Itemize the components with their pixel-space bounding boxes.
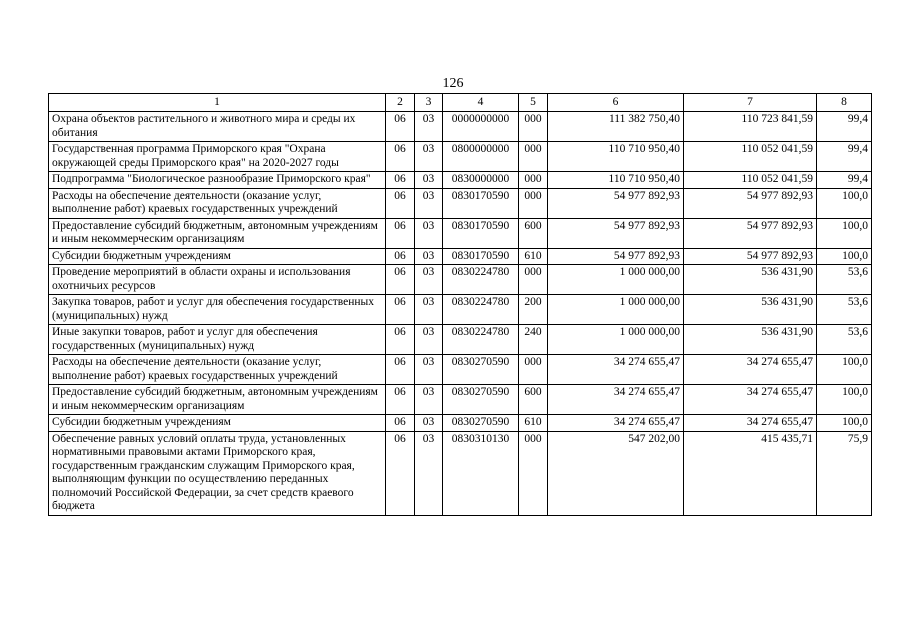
subsection-code-cell: 03 xyxy=(415,415,443,432)
target-article-code-cell: 0800000000 xyxy=(443,142,519,172)
table-row xyxy=(49,385,872,415)
subsection-code-cell: 03 xyxy=(415,172,443,189)
subsection-code-cell: 03 xyxy=(415,188,443,218)
target-article-code-cell: 0830270590 xyxy=(443,355,519,385)
table-row xyxy=(49,295,872,325)
table-body xyxy=(49,112,872,516)
section-code-cell: 06 xyxy=(386,265,415,295)
subsection-code-cell: 03 xyxy=(415,218,443,248)
table-row xyxy=(49,172,872,189)
table-row xyxy=(49,325,872,355)
executed-amount-cell: 536 431,90 xyxy=(684,295,817,325)
planned-amount-cell: 110 710 950,40 xyxy=(548,172,684,189)
expense-type-code-cell: 000 xyxy=(519,265,548,295)
expense-type-code-cell: 000 xyxy=(519,112,548,142)
subsection-code-cell: 03 xyxy=(415,142,443,172)
row-name-cell: Государственная программа Приморского края "Охрана окружающей среды Приморского края" на 2020-2027 годы xyxy=(49,142,386,172)
table-row xyxy=(49,142,872,172)
table-row xyxy=(49,431,872,515)
execution-percent-cell: 99,4 xyxy=(817,112,872,142)
row-name-cell: Обеспечение равных условий оплаты труда, установленных нормативными правовыми актами Приморского края, государственным гражданским служащим Приморского края, выполняющим функции по осуществлению переданных полномочий Российской Федерации, за счет средств краевого бюджета xyxy=(49,431,386,515)
subsection-code-cell: 03 xyxy=(415,295,443,325)
target-article-code-cell: 0830270590 xyxy=(443,415,519,432)
section-code-cell: 06 xyxy=(386,248,415,265)
expense-type-code-cell: 600 xyxy=(519,218,548,248)
executed-amount-cell: 536 431,90 xyxy=(684,325,817,355)
expense-type-code-cell: 000 xyxy=(519,188,548,218)
table-row xyxy=(49,218,872,248)
row-name-cell: Расходы на обеспечение деятельности (оказание услуг, выполнение работ) краевых государственных учреждений xyxy=(49,355,386,385)
column-header: 8 xyxy=(817,94,872,112)
section-code-cell: 06 xyxy=(386,385,415,415)
executed-amount-cell: 34 274 655,47 xyxy=(684,385,817,415)
execution-percent-cell: 53,6 xyxy=(817,295,872,325)
executed-amount-cell: 110 052 041,59 xyxy=(684,142,817,172)
executed-amount-cell: 536 431,90 xyxy=(684,265,817,295)
target-article-code-cell: 0830310130 xyxy=(443,431,519,515)
subsection-code-cell: 03 xyxy=(415,248,443,265)
section-code-cell: 06 xyxy=(386,188,415,218)
section-code-cell: 06 xyxy=(386,431,415,515)
executed-amount-cell: 54 977 892,93 xyxy=(684,188,817,218)
planned-amount-cell: 1 000 000,00 xyxy=(548,265,684,295)
section-code-cell: 06 xyxy=(386,325,415,355)
row-name-cell: Подпрограмма "Биологическое разнообразие Приморского края" xyxy=(49,172,386,189)
subsection-code-cell: 03 xyxy=(415,385,443,415)
target-article-code-cell: 0830224780 xyxy=(443,265,519,295)
planned-amount-cell: 54 977 892,93 xyxy=(548,218,684,248)
planned-amount-cell: 110 710 950,40 xyxy=(548,142,684,172)
expense-type-code-cell: 610 xyxy=(519,248,548,265)
planned-amount-cell: 1 000 000,00 xyxy=(548,325,684,355)
planned-amount-cell: 34 274 655,47 xyxy=(548,355,684,385)
table-row xyxy=(49,355,872,385)
column-header: 3 xyxy=(415,94,443,112)
execution-percent-cell: 100,0 xyxy=(817,248,872,265)
execution-percent-cell: 100,0 xyxy=(817,415,872,432)
expense-type-code-cell: 000 xyxy=(519,142,548,172)
column-header: 7 xyxy=(684,94,817,112)
execution-percent-cell: 53,6 xyxy=(817,265,872,295)
expense-type-code-cell: 000 xyxy=(519,355,548,385)
planned-amount-cell: 54 977 892,93 xyxy=(548,248,684,265)
expense-type-code-cell: 000 xyxy=(519,431,548,515)
executed-amount-cell: 34 274 655,47 xyxy=(684,415,817,432)
section-code-cell: 06 xyxy=(386,295,415,325)
section-code-cell: 06 xyxy=(386,112,415,142)
execution-percent-cell: 100,0 xyxy=(817,188,872,218)
target-article-code-cell: 0830270590 xyxy=(443,385,519,415)
column-header: 1 xyxy=(49,94,386,112)
target-article-code-cell: 0830170590 xyxy=(443,218,519,248)
table-row xyxy=(49,248,872,265)
expense-type-code-cell: 240 xyxy=(519,325,548,355)
expense-type-code-cell: 610 xyxy=(519,415,548,432)
subsection-code-cell: 03 xyxy=(415,355,443,385)
page-number: 126 xyxy=(442,76,464,91)
column-header: 2 xyxy=(386,94,415,112)
column-header: 6 xyxy=(548,94,684,112)
row-name-cell: Охрана объектов растительного и животного мира и среды их обитания xyxy=(49,112,386,142)
executed-amount-cell: 34 274 655,47 xyxy=(684,355,817,385)
row-name-cell: Расходы на обеспечение деятельности (оказание услуг, выполнение работ) краевых государственных учреждений xyxy=(49,188,386,218)
execution-percent-cell: 99,4 xyxy=(817,142,872,172)
planned-amount-cell: 111 382 750,40 xyxy=(548,112,684,142)
planned-amount-cell: 1 000 000,00 xyxy=(548,295,684,325)
row-name-cell: Субсидии бюджетным учреждениям xyxy=(49,248,386,265)
execution-percent-cell: 53,6 xyxy=(817,325,872,355)
table-row xyxy=(49,188,872,218)
executed-amount-cell: 415 435,71 xyxy=(684,431,817,515)
section-code-cell: 06 xyxy=(386,415,415,432)
planned-amount-cell: 34 274 655,47 xyxy=(548,415,684,432)
section-code-cell: 06 xyxy=(386,142,415,172)
execution-percent-cell: 99,4 xyxy=(817,172,872,189)
subsection-code-cell: 03 xyxy=(415,431,443,515)
execution-percent-cell: 100,0 xyxy=(817,355,872,385)
planned-amount-cell: 54 977 892,93 xyxy=(548,188,684,218)
target-article-code-cell: 0000000000 xyxy=(443,112,519,142)
budget-table xyxy=(48,93,872,516)
table-row xyxy=(49,265,872,295)
execution-percent-cell: 100,0 xyxy=(817,218,872,248)
execution-percent-cell: 75,9 xyxy=(817,431,872,515)
subsection-code-cell: 03 xyxy=(415,112,443,142)
table-row xyxy=(49,415,872,432)
section-code-cell: 06 xyxy=(386,218,415,248)
target-article-code-cell: 0830000000 xyxy=(443,172,519,189)
subsection-code-cell: 03 xyxy=(415,265,443,295)
expense-type-code-cell: 600 xyxy=(519,385,548,415)
target-article-code-cell: 0830224780 xyxy=(443,325,519,355)
execution-percent-cell: 100,0 xyxy=(817,385,872,415)
planned-amount-cell: 547 202,00 xyxy=(548,431,684,515)
expense-type-code-cell: 200 xyxy=(519,295,548,325)
column-header: 5 xyxy=(519,94,548,112)
row-name-cell: Закупка товаров, работ и услуг для обеспечения государственных (муниципальных) нужд xyxy=(49,295,386,325)
row-name-cell: Предоставление субсидий бюджетным, автономным учреждениям и иным некоммерческим организациям xyxy=(49,385,386,415)
planned-amount-cell: 34 274 655,47 xyxy=(548,385,684,415)
header-row xyxy=(49,94,872,112)
section-code-cell: 06 xyxy=(386,355,415,385)
table-row xyxy=(49,112,872,142)
target-article-code-cell: 0830224780 xyxy=(443,295,519,325)
expense-type-code-cell: 000 xyxy=(519,172,548,189)
subsection-code-cell: 03 xyxy=(415,325,443,355)
target-article-code-cell: 0830170590 xyxy=(443,188,519,218)
executed-amount-cell: 54 977 892,93 xyxy=(684,218,817,248)
executed-amount-cell: 54 977 892,93 xyxy=(684,248,817,265)
section-code-cell: 06 xyxy=(386,172,415,189)
row-name-cell: Проведение мероприятий в области охраны и использования охотничьих ресурсов xyxy=(49,265,386,295)
row-name-cell: Субсидии бюджетным учреждениям xyxy=(49,415,386,432)
executed-amount-cell: 110 723 841,59 xyxy=(684,112,817,142)
executed-amount-cell: 110 052 041,59 xyxy=(684,172,817,189)
target-article-code-cell: 0830170590 xyxy=(443,248,519,265)
row-name-cell: Иные закупки товаров, работ и услуг для обеспечения государственных (муниципальных) нужд xyxy=(49,325,386,355)
column-header: 4 xyxy=(443,94,519,112)
row-name-cell: Предоставление субсидий бюджетным, автономным учреждениям и иным некоммерческим организациям xyxy=(49,218,386,248)
